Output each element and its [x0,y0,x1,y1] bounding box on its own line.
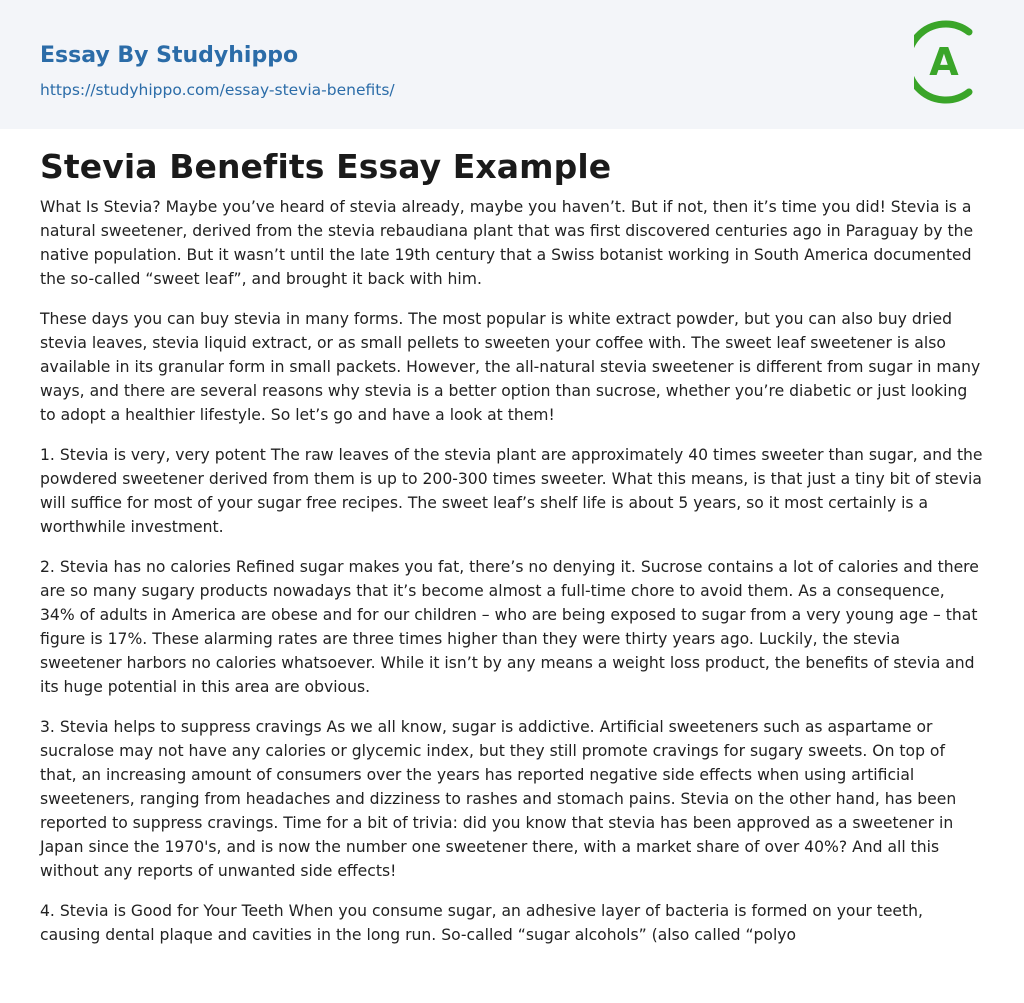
logo-letter: A [929,40,959,84]
studyhippo-logo-icon[interactable] [914,18,986,106]
paragraph-forms: These days you can buy stevia in many forms. The most popular is white extract powder, but you can also buy dried stevia leaves, stevia liquid extract, or as small pellets to sweeten your coffee with. The sweet leaf sweetener is also available in its granular form in small packets. However, the all-natural stevia sweetener is different from sugar in many ways, and there are several reasons why stevia is a better option than sucrose, whether you’re diabetic or just looking to adopt a healthier lifestyle. So let’s go and have a look at them! [40,310,981,424]
page-title: Stevia Benefits Essay Example [40,147,612,186]
article [0,129,1024,947]
paragraph-intro: What Is Stevia? Maybe you’ve heard of stevia already, maybe you haven’t. But if not, then it’s time you did! Stevia is a natural sweetener, derived from the stevia rebaudiana plant that was first discovered centuries ago in Paraguay by the native population. But it wasn’t until the late 19th century that a Swiss botanist working in South America documented the so-called “sweet leaf”, and brought it back with him. [40,198,974,288]
site-header [0,0,1024,129]
site-brand[interactable]: Essay By Studyhippo [40,43,299,68]
page-url-link[interactable]: https://studyhippo.com/essay-stevia-benefits/ [40,81,395,99]
paragraph-potent: 1. Stevia is very, very potent The raw leaves of the stevia plant are approximately 40 times sweeter than sugar, and the powdered sweetener derived from them is up to 200-300 times sweeter. What this means, is that just a tiny bit of stevia will suffice for most of your sugar free recipes. The sweet leaf’s shelf life is about 5 years, so it most certainly is a worthwhile investment. [40,446,983,536]
paragraph-calories: 2. Stevia has no calories Refined sugar makes you fat, there’s no denying it. Sucrose contains a lot of calories and there are so many sugary products nowadays that it’s become almost a full-time chore to avoid them. As a consequence, 34% of adults in America are obese and for our children – who are being exposed to sugar from a very young age – that figure is 17%. These alarming rates are three times higher than they were thirty years ago. Luckily, the stevia sweetener harbors no calories whatsoever. While it isn’t by any means a weight loss product, the benefits of stevia and its huge potential in this area are obvious. [40,558,979,696]
paragraph-cravings: 3. Stevia helps to suppress cravings As we all know, sugar is addictive. Artificial sweeteners such as aspartame or sucralose may not have any calories or glycemic index, but they still promote cravings for sugary sweets. On top of that, an increasing amount of consumers over the years has reported negative side effects when using artificial sweeteners, ranging from headaches and dizziness to rashes and stomach pains. Stevia on the other hand, has been reported to suppress cravings. Time for a bit of trivia: did you know that stevia has been approved as a sweetener in Japan since the 1970's, and is now the number one sweetener there, with a market share of over 40%? And all this without any reports of unwanted side effects! [40,718,957,880]
paragraph-teeth: 4. Stevia is Good for Your Teeth When you consume sugar, an adhesive layer of bacteria is formed on your teeth, causing dental plaque and cavities in the long run. So-called “sugar alcohols” (also called “polyo [40,902,923,944]
